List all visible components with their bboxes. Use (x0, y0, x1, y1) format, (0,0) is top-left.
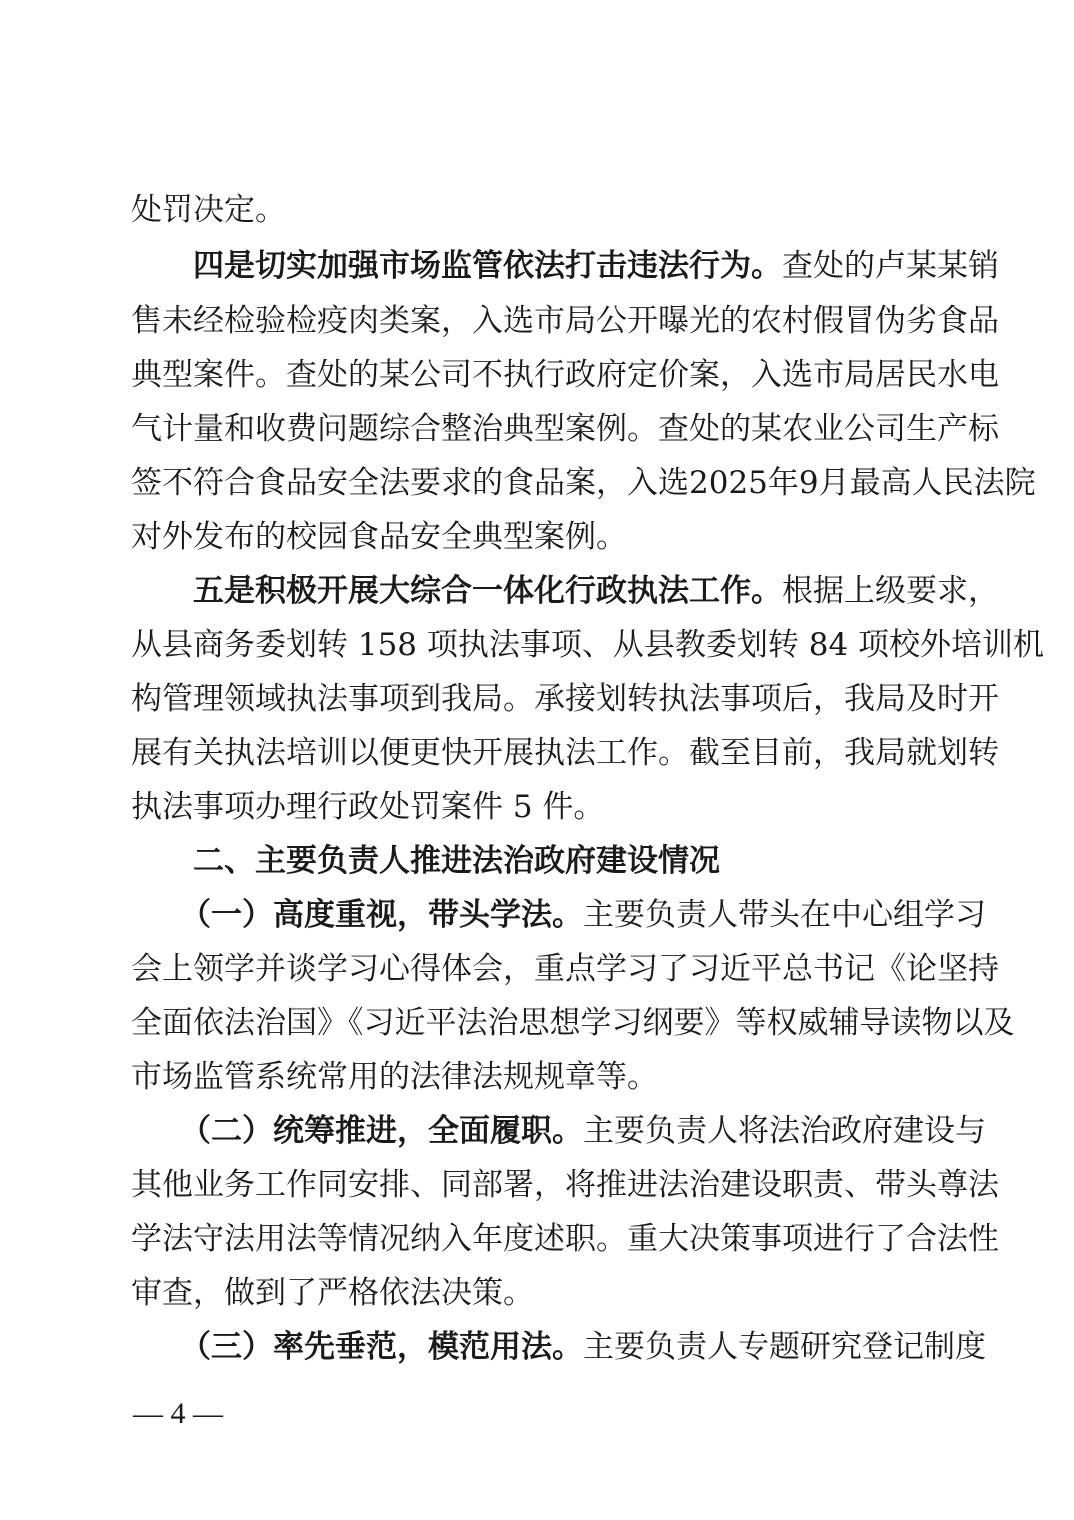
text-line-3: 售未经检验检疫肉类案，入选市局公开曝光的农村假冒伪劣食品 (131, 303, 999, 339)
text-line-17: 市场监管系统常用的法律法规规章等。 (131, 1059, 658, 1095)
text-line-5: 气计量和收费问题综合整治典型案例。查处的某农业公司生产标 (131, 411, 999, 447)
paragraph-5-lead: 五是积极开展大综合一体化行政执法工作。 (193, 573, 782, 609)
text-line-9: 从县商务委划转 158 项执法事项、从县教委划转 84 项校外培训机 (131, 627, 1045, 663)
text-line-16: 全面依法治国》《习近平法治思想学习纲要》等权威辅导读物以及 (131, 1005, 1015, 1041)
paragraph-4-lead: 四是切实加强市场监管依法打击违法行为。 (193, 248, 782, 284)
subsection-2-tail: 主要负责人将法治政府建设与 (583, 1113, 986, 1149)
text-line-21: 审查，做到了严格依法决策。 (131, 1275, 534, 1311)
subsection-3-first-line (180, 1327, 986, 1367)
paragraph-4-tail: 查处的卢某某销 (782, 248, 999, 284)
section-heading-2: 二、主要负责人推进法治政府建设情况 (193, 843, 720, 879)
subsection-1-tail: 主要负责人带头在中心组学习 (583, 897, 986, 933)
paragraph-5-first-line (193, 571, 999, 611)
text-line-11: 展有关执法培训以便更快开展执法工作。截至目前，我局就划转 (131, 735, 999, 771)
page-number: — 4 — (133, 1397, 223, 1430)
subsection-3-lead: （三）率先垂范，模范用法。 (180, 1329, 583, 1365)
text-line-6: 签不符合食品安全法要求的食品案，入选2025年9月最高人民法院 (131, 465, 1036, 501)
text-line-20: 学法守法用法等情况纳入年度述职。重大决策事项进行了合法性 (131, 1221, 999, 1257)
text-line-1: 处罚决定。 (131, 192, 286, 228)
paragraph-4-first-line (193, 246, 999, 286)
subsection-2-lead: （二）统筹推进，全面履职。 (180, 1113, 583, 1149)
text-line-15: 会上领学并谈学习心得体会，重点学习了习近平总书记《论坚持 (131, 951, 999, 987)
text-line-10: 构管理领域执法事项到我局。承接划转执法事项后，我局及时开 (131, 681, 999, 717)
subsection-1-lead: （一）高度重视，带头学法。 (180, 897, 583, 933)
text-line-19: 其他业务工作同安排、同部署，将推进法治建设职责、带头尊法 (131, 1167, 999, 1203)
paragraph-5-tail: 根据上级要求， (782, 573, 999, 609)
text-line-4: 典型案件。查处的某公司不执行政府定价案，入选市局居民水电 (131, 357, 999, 393)
subsection-1-first-line (180, 895, 986, 935)
subsection-2-first-line (180, 1111, 986, 1151)
text-line-12: 执法事项办理行政处罚案件 5 件。 (131, 789, 605, 825)
text-line-7: 对外发布的校园食品安全典型案例。 (131, 519, 627, 555)
subsection-3-tail: 主要负责人专题研究登记制度 (583, 1329, 986, 1365)
